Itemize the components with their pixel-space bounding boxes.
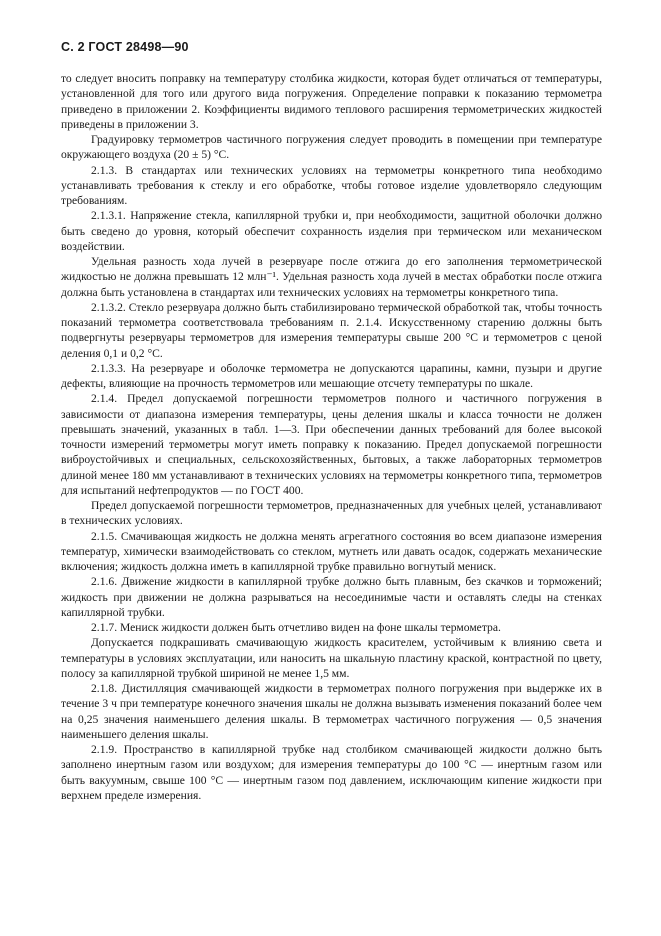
paragraph-continuation: то следует вносить поправку на температуру столбика жидкости, которая будет отличаться от температуры, установленной для того или другого вида погружения. Определение поправки к показанию термометра приведено в приложении 2. Коэффициенты видимого теплового расширения термометрических жидкостей приведены в приложении 3. (61, 72, 602, 131)
document-page (61, 40, 602, 803)
paragraph-2-1-5: 2.1.5. Смачивающая жидкость не должна менять агрегатного состояния во всем диапазоне измерения температур, химически взаимодействовать со стеклом, мутнеть или давать осадок, содержать механические включения; жидкость должна иметь в капиллярной трубке правильно вогнутый мениск. (61, 529, 602, 573)
paragraph-2-1-4: 2.1.4. Предел допускаемой погрешности термометров полного и частичного погружения в зависимости от диапазона измерения температуры, цены деления шкалы и класса точности не должен превышать значений, указанных в табл. 1—3. При обеспечении данных требований для более высокой точности измерений термометры могут иметь поправку к показанию. Предел допускаемой погрешности виброустойчивых и специальных, сельскохозяйственных, бытовых, а также лабораторных термометров длиной менее 180 мм устанавливают в технических условиях на термометры конкретного типа, термометров для испытаний нефтепродуктов — по ГОСТ 400. (61, 392, 602, 497)
paragraph-2-1-3-1: 2.1.3.1. Напряжение стекла, капиллярной трубки и, при необходимости, защитной оболочки должно быть сведено до уровня, который обеспечит сохранность изделия при термическом или механическом воздействии. (61, 209, 602, 253)
paragraph-2-1-9: 2.1.9. Пространство в капиллярной трубке над столбиком смачивающей жидкости должно быть заполнено инертным газом или воздухом; для измерения температуры до 100 °С — инертным газом или быть вакуумным, свыше 100 °С — инертным газом под давлением, исключающим кипение жидкости при верхнем пределе измерения. (61, 743, 602, 802)
paragraph-2-1-6: 2.1.6. Движение жидкости в капиллярной трубке должно быть плавным, без скачков и торможений; жидкость при движении не должна разрываться на несоединимые части и оставлять следы на стенках капиллярной трубки. (61, 575, 602, 619)
paragraph-educational-error: Предел допускаемой погрешности термометров, предназначенных для учебных целей, устанавливают в технических условиях. (61, 499, 602, 528)
page-header: С. 2 ГОСТ 28498—90 (61, 40, 189, 54)
paragraph-2-1-7: 2.1.7. Мениск жидкости должен быть отчетливо виден на фоне шкалы термометра. (91, 621, 501, 634)
paragraph-graduation: Градуировку термометров частичного погружения следует проводить в помещении при температуре окружающего воздуха (20 ± 5) °С. (61, 133, 602, 162)
paragraph-ray-difference: Удельная разность хода лучей в резервуаре после отжига до его заполнения термометрической жидкостью не должна превышать 12 млн⁻¹. Удельная разность хода лучей в местах обработки после отжига должна быть установлена в стандартах или технических условиях на термометры конкретного типа. (61, 255, 602, 299)
paragraph-2-1-3-2: 2.1.3.2. Стекло резервуара должно быть стабилизировано термической обработкой так, чтобы точность показаний термометра соответствовала требованиям п. 2.1.4. Искусственному старению должны быть подвергнуты резервуары термометров для измерения температуры свыше 200 °С и термометров с ценой деления 0,1 и 0,2 °С. (61, 300, 602, 360)
paragraph-2-1-8: 2.1.8. Дистилляция смачивающей жидкости в термометрах полного погружения при выдержке их в течение 3 ч при температуре конечного значения шкалы не должна вызывать изменения показаний более чем на 0,25 значения наименьшего деления шкалы. В термометрах частичного погружения — 0,5 значения наименьшего деления шкалы. (61, 682, 602, 741)
paragraph-2-1-3: 2.1.3. В стандартах или технических условиях на термометры конкретного типа необходимо устанавливать требования к стеклу и его обработке, чтобы готовое изделие удовлетворяло следующим требованиям. (61, 163, 602, 207)
paragraph-dye: Допускается подкрашивать смачивающую жидкость красителем, устойчивым к влиянию света и температуры в условиях эксплуатации, или наносить на шкальную пластину краской, контрастной по цвету, полосу за капиллярной трубкой шириной не менее 1,5 мм. (61, 636, 602, 680)
paragraph-2-1-3-3: 2.1.3.3. На резервуаре и оболочке термометра не допускаются царапины, камни, пузыри и другие дефекты, влияющие на прочность термометров или мешающие отсчету температуры по шкале. (61, 361, 602, 390)
